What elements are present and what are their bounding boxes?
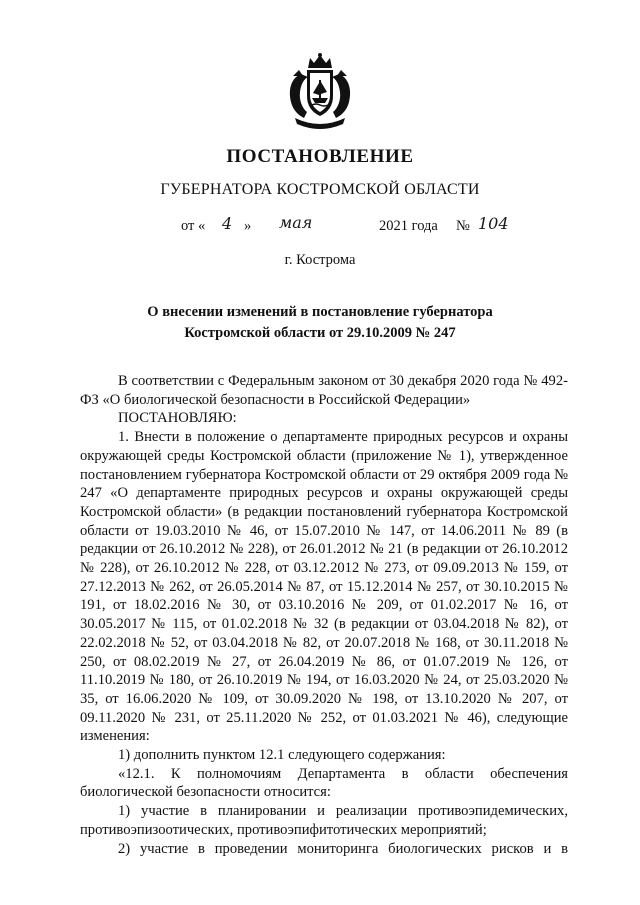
- date-month-handwritten: мая: [279, 213, 313, 232]
- document-number-handwritten: 104: [478, 214, 509, 233]
- item-1-paragraph: 1. Внести в положение о департаменте природных ресурсов и охраны окружающей среды Костромской области (приложение № 1), утвержденное постановлением губернатора Костромской области от 29 октября 2009 года № 247 «О департаменте природных ресурсов и охраны окружающей среды Костромской области» (в редакции постановлений губернатора Костромской области от 19.03.2010 № 46, от 15.07.2010 № 147, от 14.06.2011 № 89 (в редакции от 26.10.2012 № 228), от 26.01.2012 № 21 (в редакции от 26.10.2012 № 228), от 26.10.2012 № 228, от 03.12.2012 № 273, от 09.09.2013 № 159, от 27.12.2013 № 262, от 26.05.2014 № 87, от 15.12.2014 № 257, от 30.10.2015 № 191, от 18.02.2016 № 30, от 03.10.2016 № 209, от 01.02.2017 № 16, от 30.05.2017 № 115, от 01.02.2018 № 32 (в редакции от 03.04.2018 № 82), от 22.02.2018 № 52, от 03.04.2018 № 82, от 20.07.2018 № 168, от 30.11.2018 № 250, от 08.02.2019 № 27, от 26.04.2019 № 86, от 01.07.2019 № 126, от 11.10.2019 № 180, от 26.10.2019 № 194, от 16.03.2020 № 24, от 25.03.2020 № 35, от 16.06.2020 № 109, от 30.09.2020 № 198, от 13.10.2020 № 207, от 09.11.2020 № 231, от 25.11.2020 № 252, от 01.03.2021 № 46), следующие изменения:: [80, 429, 568, 745]
- number-sign: №: [456, 218, 470, 234]
- resolve-word: ПОСТАНОВЛЯЮ:: [118, 410, 237, 427]
- coat-of-arms-emblem: [279, 52, 361, 132]
- clause-item-1-paragraph: 1) участие в планировании и реализации противоэпидемических, противоэпизоотических, противоэпифитотических мероприятий;: [80, 803, 568, 838]
- preamble-paragraph: В соответствии с Федеральным законом от 30 декабря 2020 года № 492-ФЗ «О биологической безопасности в Российской Федерации»: [80, 373, 568, 408]
- date-day-handwritten: 4: [222, 214, 233, 233]
- subject-line-2: Костромской области от 29.10.2009 № 247: [184, 325, 456, 341]
- sub-item-1-paragraph: 1) дополнить пунктом 12.1 следующего содержания:: [118, 747, 446, 764]
- date-quote-close: »: [244, 218, 252, 234]
- subject-line-1: О внесении изменений в постановление губернатора: [147, 304, 493, 320]
- date-year: 2021 года: [379, 218, 438, 234]
- clause-12-1-paragraph: «12.1. К полномочиям Департамента в области обеспечения биологической безопасности относится:: [80, 765, 568, 801]
- issuer-title: ГУБЕРНАТОРА КОСТРОМСКОЙ ОБЛАСТИ: [160, 181, 480, 198]
- date-prefix: от «: [181, 218, 206, 234]
- document-body: [80, 372, 568, 858]
- city-line: г. Кострома: [284, 252, 356, 268]
- clause-item-2-paragraph: 2) участие в проведении мониторинга биологических рисков и в: [118, 840, 568, 857]
- document-type-title: ПОСТАНОВЛЕНИЕ: [226, 146, 414, 167]
